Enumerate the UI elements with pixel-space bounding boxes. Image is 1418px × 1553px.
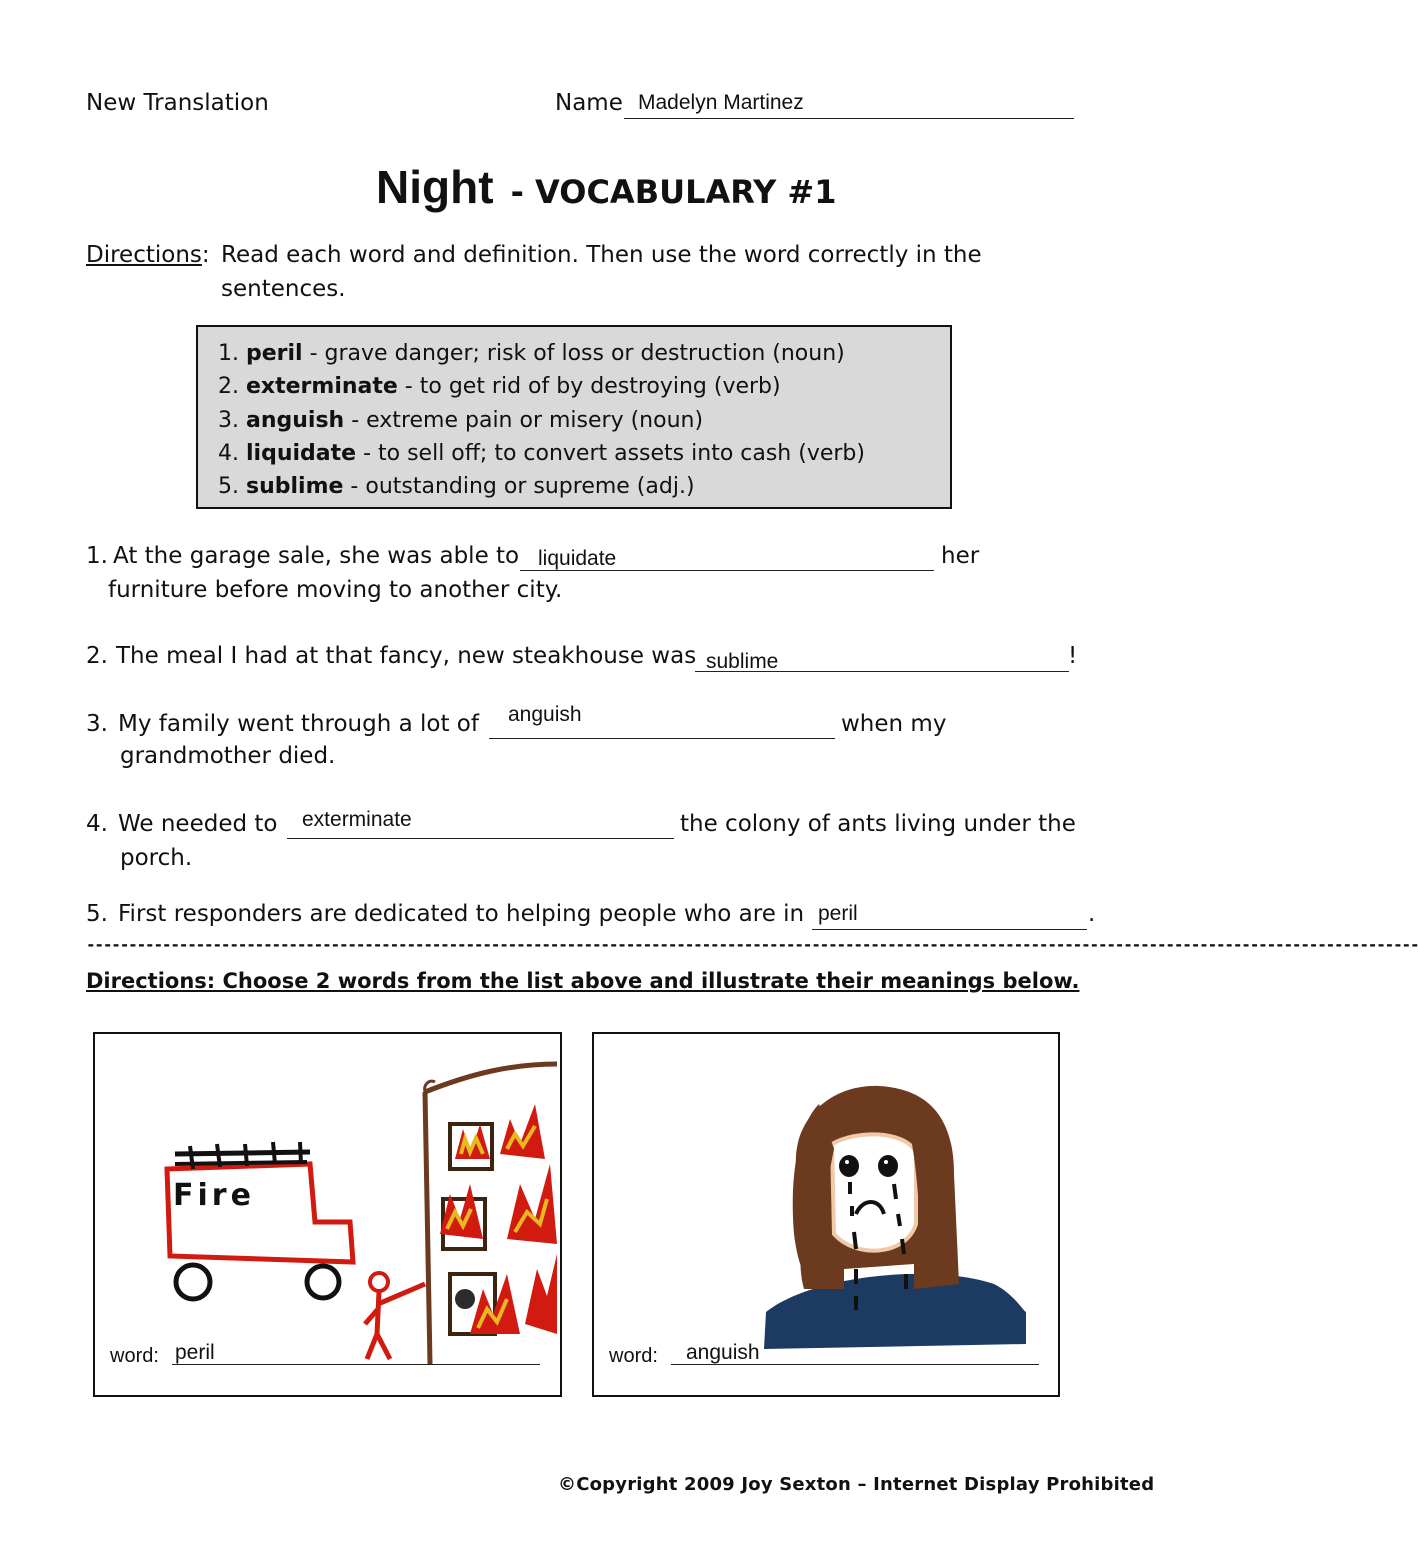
vocab-def: - outstanding or supreme (adj.)	[343, 474, 695, 499]
vocab-num: 3.	[218, 408, 239, 433]
sentence-2-answer: sublime	[706, 650, 779, 673]
sentence-4-after: the colony of ants living under the	[680, 811, 1076, 837]
vocab-item	[218, 339, 845, 369]
illustration-2-word-value: anguish	[686, 1341, 760, 1364]
vocab-item	[218, 439, 865, 469]
vocab-def: - extreme pain or misery (noun)	[344, 408, 704, 433]
vocab-word: liquidate	[246, 441, 357, 466]
illustration-2-word-label: word:	[609, 1345, 658, 1367]
illustration-1-word-label: word:	[110, 1345, 159, 1367]
vocab-num: 4.	[218, 441, 239, 466]
title-rest: - VOCABULARY #1	[510, 173, 837, 211]
sentence-4-before: We needed to	[118, 811, 278, 837]
vocab-item	[218, 472, 695, 502]
vocab-word: sublime	[246, 474, 344, 499]
truck-label: Fire	[173, 1178, 255, 1213]
vocab-word: exterminate	[246, 374, 398, 399]
sentence-3-after: when my	[841, 711, 947, 737]
sentence-5-num: 5.	[86, 901, 108, 927]
sentence-3-answer: anguish	[508, 703, 582, 726]
name-label: Name	[555, 90, 623, 116]
sentence-2-after: !	[1068, 643, 1078, 669]
sentence-5-answer: peril	[818, 902, 858, 925]
name-value: Madelyn Martinez	[638, 91, 804, 114]
vocab-num: 5.	[218, 474, 239, 499]
directions1-label: Directions	[86, 242, 202, 268]
vocab-item	[218, 406, 703, 436]
sentence-3-num: 3.	[86, 711, 108, 737]
footer-copyright: ©Copyright 2009 Joy Sexton – Internet Display Prohibited	[558, 1474, 1155, 1495]
sentence-1-answer: liquidate	[538, 547, 617, 570]
sentence-1-num: 1.	[86, 543, 108, 569]
vocab-item	[218, 372, 781, 402]
sentence-1-line2: furniture before moving to another city.	[108, 577, 563, 603]
title-main: Night	[376, 161, 494, 213]
directions1-colon: :	[201, 242, 210, 268]
vocab-word: anguish	[246, 408, 345, 433]
directions1-line2: sentences.	[221, 276, 346, 302]
page-title	[376, 160, 837, 214]
sentence-1-after: her	[941, 543, 980, 569]
sentence-5-before: First responders are dedicated to helping people who are in	[118, 901, 805, 927]
vocab-def: - to sell off; to convert assets into cash (verb)	[356, 441, 865, 466]
sentence-4-num: 4.	[86, 811, 108, 837]
illustration-box-peril	[93, 1032, 562, 1397]
header-left: New Translation	[86, 90, 269, 116]
illustration-1-word-value: peril	[175, 1341, 215, 1364]
sentence-5-after: .	[1088, 901, 1096, 927]
sentence-4-line2: porch.	[120, 845, 193, 871]
sentence-1-before: At the garage sale, she was able to	[113, 543, 520, 569]
directions1-label-wrap	[86, 240, 210, 270]
directions1-line1: Read each word and definition. Then use the word correctly in the	[221, 242, 982, 268]
illustration-1-word-field[interactable]	[172, 1340, 540, 1365]
vocab-def: - to get rid of by destroying (verb)	[397, 374, 781, 399]
vocab-num: 2.	[218, 374, 239, 399]
sentence-2-num: 2.	[86, 643, 108, 669]
vocab-def: - grave danger; risk of loss or destruction (noun)	[302, 341, 845, 366]
sentence-3-line2: grandmother died.	[120, 743, 336, 769]
sentence-4-answer: exterminate	[302, 808, 412, 831]
vocab-word: peril	[246, 341, 303, 366]
illustration-box-anguish	[592, 1032, 1060, 1397]
directions2: Directions: Choose 2 words from the list above and illustrate their meanings below.	[86, 969, 1080, 993]
vocab-num: 1.	[218, 341, 239, 366]
dashed-separator: --------------------------------------------------------------------------------------------------------------------------------------------------------------	[86, 935, 1418, 954]
sentence-2-before: The meal I had at that fancy, new steakhouse was	[116, 643, 697, 669]
vocab-box	[196, 325, 952, 509]
sentence-3-before: My family went through a lot of	[118, 711, 479, 737]
